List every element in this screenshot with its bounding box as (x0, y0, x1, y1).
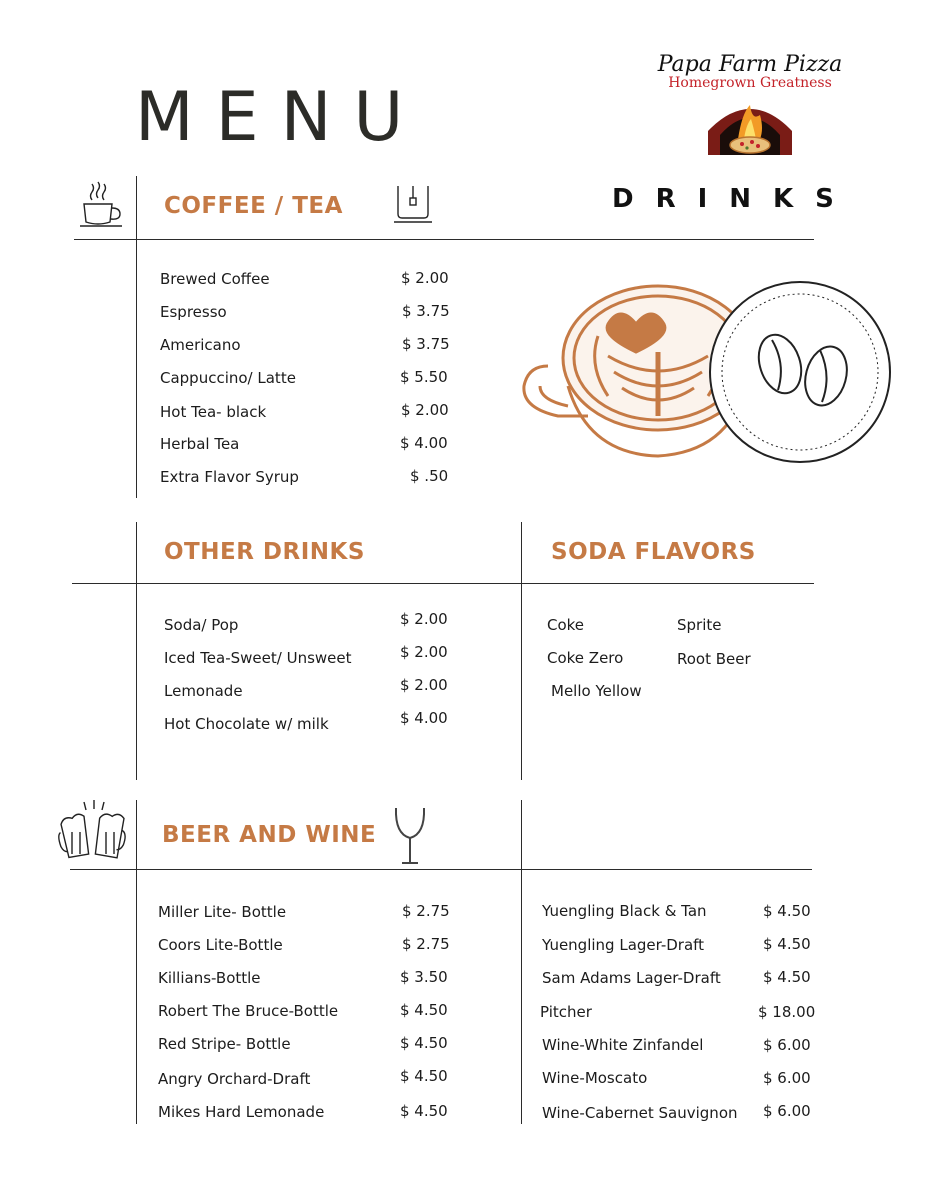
list-item: Wine-Moscato (542, 1069, 648, 1087)
list-item: Brewed Coffee (160, 270, 270, 288)
item-price: $ 4.50 (763, 968, 811, 986)
list-item: Angry Orchard-Draft (158, 1070, 311, 1088)
list-item: Root Beer (677, 650, 751, 668)
list-item: Killians-Bottle (158, 969, 261, 987)
list-item: Wine-White Zinfandel (542, 1036, 704, 1054)
list-item: Hot Chocolate w/ milk (164, 715, 329, 733)
coffee-horizontal-divider (74, 239, 814, 240)
item-price: $ 4.50 (400, 1034, 448, 1052)
other-horizontal-divider (72, 583, 814, 584)
coffee-vertical-divider (136, 176, 137, 498)
beer-wine-title: BEER AND WINE (162, 822, 377, 848)
beer-horizontal-divider (70, 869, 812, 870)
item-price: $ 2.75 (402, 902, 450, 920)
pizza-oven-logo (702, 95, 798, 155)
item-price: $ 2.75 (402, 935, 450, 953)
list-item: Mello Yellow (551, 682, 642, 700)
list-item: Extra Flavor Syrup (160, 468, 299, 486)
item-price: $ 4.50 (763, 935, 811, 953)
item-price: $ 6.00 (763, 1036, 811, 1054)
beer-mugs-icon (58, 800, 128, 868)
item-price: $ 4.50 (400, 1067, 448, 1085)
item-price: $ 4.00 (400, 709, 448, 727)
brand-logo (655, 52, 845, 155)
item-price: $ 6.00 (763, 1069, 811, 1087)
item-price: $ 18.00 (758, 1003, 816, 1021)
other-vertical-divider (136, 522, 137, 780)
wine-vertical-divider (521, 800, 522, 1124)
list-item: Herbal Tea (160, 435, 240, 453)
list-item: Miller Lite- Bottle (158, 903, 287, 921)
list-item: Hot Tea- black (160, 403, 267, 421)
coffee-cup-icon (78, 180, 126, 228)
list-item: Coke Zero (547, 649, 624, 667)
item-price: $ 5.50 (400, 368, 448, 386)
list-item: Coors Lite-Bottle (158, 936, 283, 954)
list-item: Americano (160, 336, 241, 354)
list-item: Coke (547, 616, 585, 634)
list-item: Red Stripe- Bottle (158, 1035, 291, 1053)
item-price: $ 2.00 (401, 269, 449, 287)
item-price: $ 6.00 (763, 1102, 811, 1120)
list-item: Pitcher (540, 1003, 592, 1021)
item-price: $ 3.50 (400, 968, 448, 986)
item-price: $ 4.50 (400, 1102, 448, 1120)
soda-flavors-title: SODA FLAVORS (551, 539, 756, 565)
item-price: $ .50 (410, 467, 449, 485)
list-item: Iced Tea-Sweet/ Unsweet (164, 649, 352, 667)
list-item: Sprite (677, 616, 722, 634)
brand-name: Papa Farm Pizza (657, 52, 843, 77)
other-drinks-title: OTHER DRINKS (164, 539, 365, 565)
item-price: $ 2.00 (400, 610, 448, 628)
soda-vertical-divider (521, 522, 522, 780)
wine-glass-icon (393, 806, 427, 866)
coffee-beans-icon (708, 280, 892, 464)
list-item: Lemonade (164, 682, 243, 700)
beer-vertical-divider (136, 800, 137, 1124)
page-title: MENU (135, 78, 426, 157)
item-price: $ 3.75 (402, 335, 450, 353)
brand-tagline: Homegrown Greatness (668, 75, 832, 91)
item-price: $ 4.00 (400, 434, 448, 452)
list-item: Wine-Cabernet Sauvignon (542, 1104, 738, 1122)
list-item: Yuengling Lager-Draft (542, 936, 705, 954)
list-item: Soda/ Pop (164, 616, 239, 634)
item-price: $ 2.00 (400, 643, 448, 661)
list-item: Cappuccino/ Latte (160, 369, 296, 387)
tea-glass-icon (394, 184, 432, 224)
item-price: $ 4.50 (400, 1001, 448, 1019)
drinks-heading: DRINKS (612, 184, 856, 214)
item-price: $ 2.00 (400, 676, 448, 694)
list-item: Sam Adams Lager-Draft (542, 969, 721, 987)
list-item: Robert The Bruce-Bottle (158, 1002, 339, 1020)
item-price: $ 4.50 (763, 902, 811, 920)
coffee-tea-title: COFFEE / TEA (164, 193, 343, 219)
list-item: Yuengling Black & Tan (542, 902, 707, 920)
item-price: $ 3.75 (402, 302, 450, 320)
item-price: $ 2.00 (401, 401, 449, 419)
list-item: Espresso (160, 303, 227, 321)
list-item: Mikes Hard Lemonade (158, 1103, 325, 1121)
